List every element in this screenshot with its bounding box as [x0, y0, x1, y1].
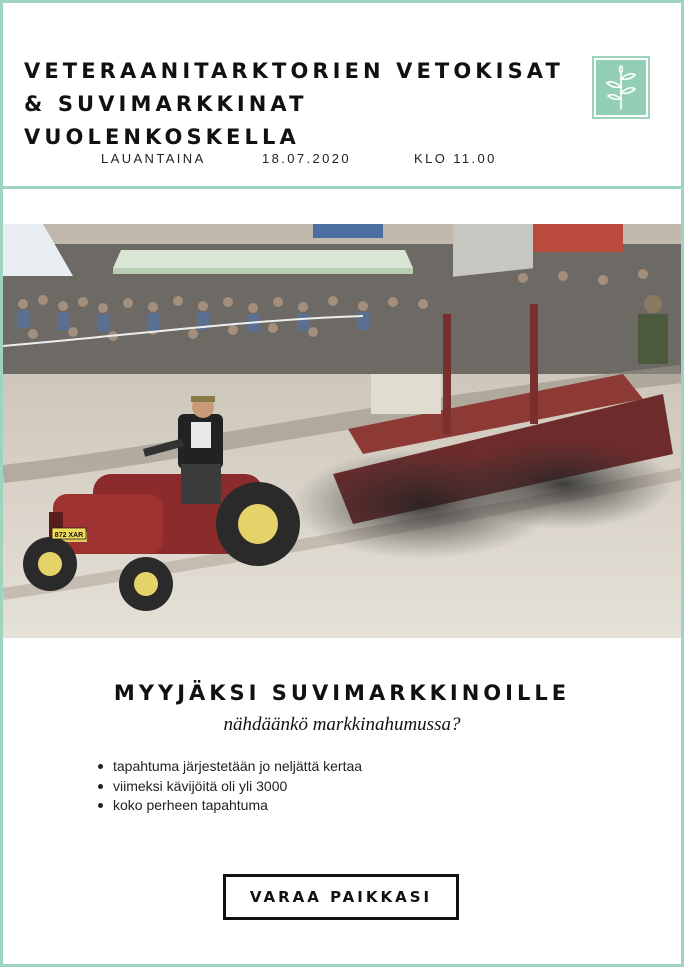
event-date: 18.07.2020 — [262, 151, 352, 166]
section-title: MYYJÄKSI SUVIMARKKINOILLE — [113, 681, 571, 705]
tractor-license-plate: 872 XAR — [54, 532, 84, 539]
header-divider — [0, 186, 684, 189]
section-subtitle: nähdäänkö markkinahumussa? — [223, 714, 461, 735]
list-item: viimeksi kävijöitä oli yli 3000 — [96, 777, 362, 797]
event-time: KLO 11.00 — [414, 151, 497, 166]
event-title: VETERAANITARKTORIEN VETOKISAT & SUVIMARKKINAT VUOLENKOSKELLA — [24, 59, 564, 149]
list-item: koko perheen tapahtuma — [96, 796, 362, 816]
tractor-pull-photo — [3, 224, 681, 638]
info-list — [96, 757, 362, 816]
reserve-spot-button[interactable]: VARAA PAIKKASI — [223, 874, 459, 920]
plant-sprout-icon — [601, 65, 641, 111]
logo — [594, 58, 648, 117]
list-item: tapahtuma järjestetään jo neljättä kertaa — [96, 757, 362, 777]
event-day: LAUANTAINA — [101, 151, 206, 166]
